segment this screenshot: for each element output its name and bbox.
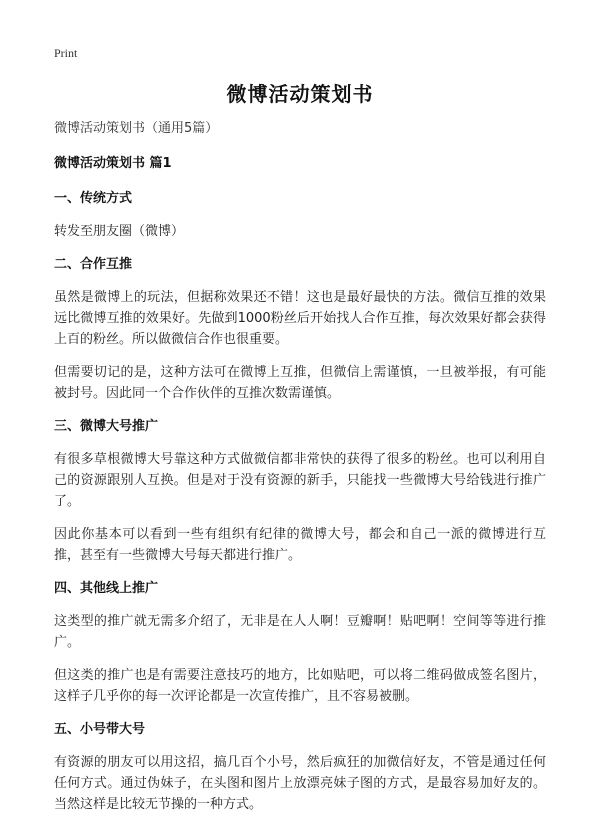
section-heading: 二、合作互推 — [54, 257, 133, 272]
paragraph: 虽然是微博上的玩法，但据称效果还不错！这也是最好最快的方法。微信互推的效果远比微博互推的效果好。先做到1000粉丝后开始找人合作互推，每次效果好都会获得上百的粉丝。所以做微信合作也很重要。 — [54, 290, 546, 347]
page-title: 微博活动策划书 — [226, 82, 374, 106]
paragraph: 但需要切记的是，这种方法可在微博上互推，但微信上需谨慎，一旦被举报，有可能被封号。因此同一个合作伙伴的互推次数需谨慎。 — [54, 365, 546, 401]
paragraph: 有很多草根微博大号靠这种方式做微信都非常快的获得了很多的粉丝。也可以利用自己的资源跟别人互换。但是对于没有资源的新手，只能找一些微博大号给钱进行推广了。 — [54, 452, 546, 509]
document-body — [54, 118, 546, 827]
section-heading: 三、微博大号推广 — [54, 419, 159, 434]
paragraph: 转发至朋友圈（微博） — [54, 224, 185, 239]
article-heading: 微博活动策划书 篇1 — [54, 156, 172, 171]
section-heading: 一、传统方式 — [54, 191, 133, 206]
section-heading: 五、小号带大号 — [54, 722, 146, 737]
paragraph: 因此你基本可以看到一些有组织有纪律的微博大号，都会和自己一派的微博进行互推，甚至有一些微博大号每天都进行推广。 — [54, 527, 546, 563]
section-heading: 四、其他线上推广 — [54, 581, 159, 596]
paragraph: 但这类的推广也是有需要注意技巧的地方，比如贴吧，可以将二维码做成签名图片，这样子几乎你的每一次评论都是一次宣传推广，且不容易被删。 — [54, 668, 546, 704]
paragraph: 这类型的推广就无需多介绍了，无非是在人人啊！豆瓣啊！贴吧啊！空间等等进行推广。 — [54, 614, 546, 650]
print-label: Print — [54, 46, 78, 60]
paragraph: 有资源的朋友可以用这招，搞几百个小号，然后疯狂的加微信好友，不管是通过任何任何方式。通过伪妹子，在头图和图片上放漂亮妹子图的方式，是最容易加好友的。当然这样是比较无节操的一种方式。 — [54, 755, 546, 812]
document-subtitle: 微博活动策划书（通用5篇） — [54, 121, 219, 136]
